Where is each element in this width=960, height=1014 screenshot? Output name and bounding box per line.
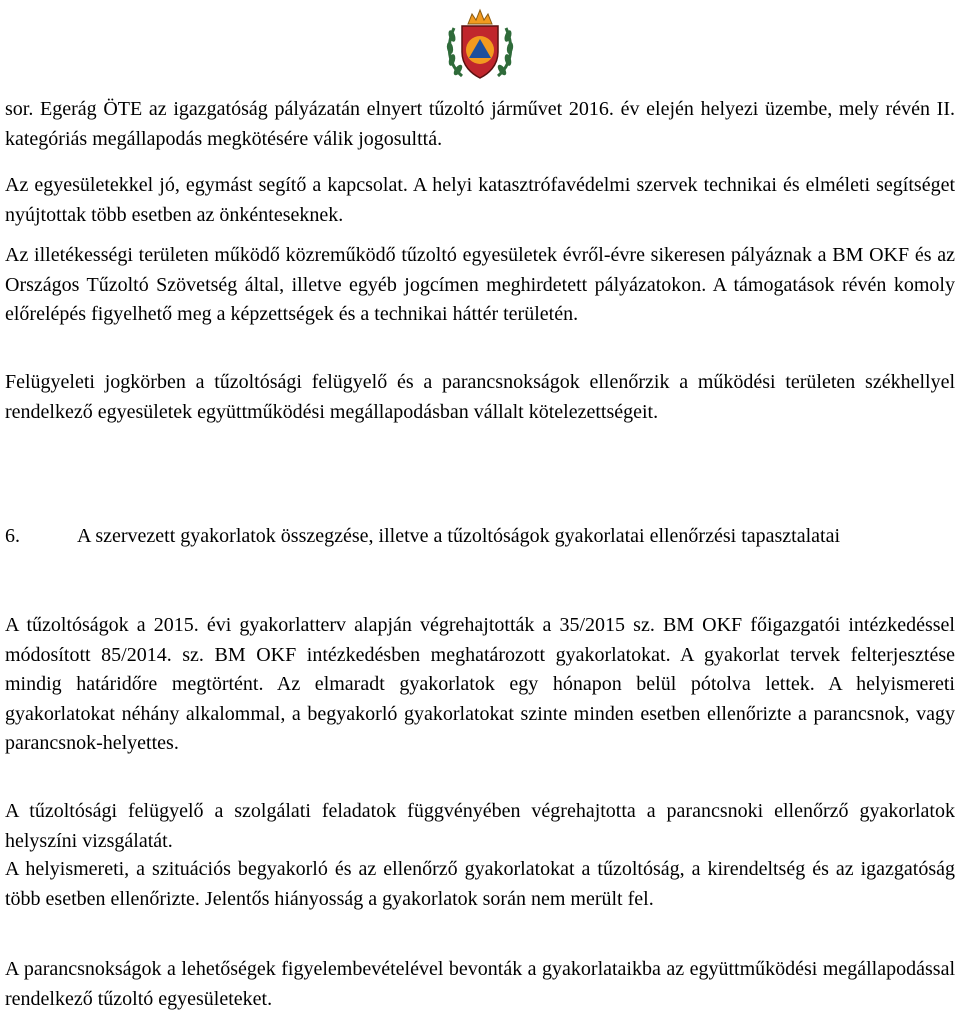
- paragraph-association-relations: Az egyesületekkel jó, egymást segítő a kapcsolat. A helyi katasztrófavédelmi szervek technikai és elméleti segítséget nyújtottak több esetben az önkénteseknek.: [5, 174, 955, 226]
- paragraph-exercise-checks: A helyismereti, a szituációs begyakorló és az ellenőrző gyakorlatokat a tűzoltóság, a kirendeltség és az igazgatóság több esetben ellenőrizte. Jelentős hiányosság a gyakorlatok során nem merült fel.: [5, 858, 955, 910]
- paragraph-supervision: Felügyeleti jogkörben a tűzoltósági felügyelő és a parancsnokságok ellenőrzik a működési területen székhellyel rendelkező egyesületek együttműködési megállapodásban vállalt kötelezettségeit.: [5, 371, 955, 423]
- paragraph-exercise-plan: A tűzoltóságok a 2015. évi gyakorlatterv alapján végrehajtották a 35/2015 sz. BM OKF főigazgatói intézkedéssel módosított 85/2014. sz. BM OKF intézkedésben meghatározott gyakorlatokat. A gyakorlat tervek felterjesztése mindig határidőre megtörtént. Az elmaradt gyakorlatok egy hónapon belül pótolva lettek. A helyismereti gyakorlatokat néhány alkalommal, a begyakorló gyakorlatokat szinte minden esetben ellenőrizte a parancsnok, vagy parancsnok-helyettes.: [5, 614, 955, 754]
- paragraph-egerag-vehicle: sor. Egerág ÖTE az igazgatóság pályázatán elnyert tűzoltó járművet 2016. év elején helyezi üzembe, mely révén II. kategóriás megállapodás megkötésére válik jogosulttá.: [5, 98, 955, 150]
- section-heading: [5, 522, 955, 552]
- section-title: A szervezett gyakorlatok összegzése, illetve a tűzoltóságok gyakorlatai ellenőrzési tapasztalatai: [77, 525, 841, 547]
- section-number: 6.: [5, 525, 20, 547]
- paragraph-association-involvement: A parancsnokságok a lehetőségek figyelembevételével bevonták a gyakorlataikba az együttműködési megállapodással rendelkező tűzoltó egyesületeket.: [5, 958, 955, 1010]
- paragraph-tenders: Az illetékességi területen működő közreműködő tűzoltó egyesületek évről-évre sikeresen pályáznak a BM OKF és az Országos Tűzoltó Szövetség által, illetve egyéb jogcímen meghirdetett pályázatokon. A támogatások révén komoly előrelépés figyelhető meg a képzettségek és a technikai háttér területén.: [5, 244, 955, 325]
- fire-service-emblem-icon: [440, 6, 520, 84]
- paragraph-inspector-review: A tűzoltósági felügyelő a szolgálati feladatok függvényében végrehajtotta a parancsnoki ellenőrző gyakorlatok helyszíni vizsgálatát.: [5, 800, 955, 852]
- emblem-graphic: [440, 6, 520, 84]
